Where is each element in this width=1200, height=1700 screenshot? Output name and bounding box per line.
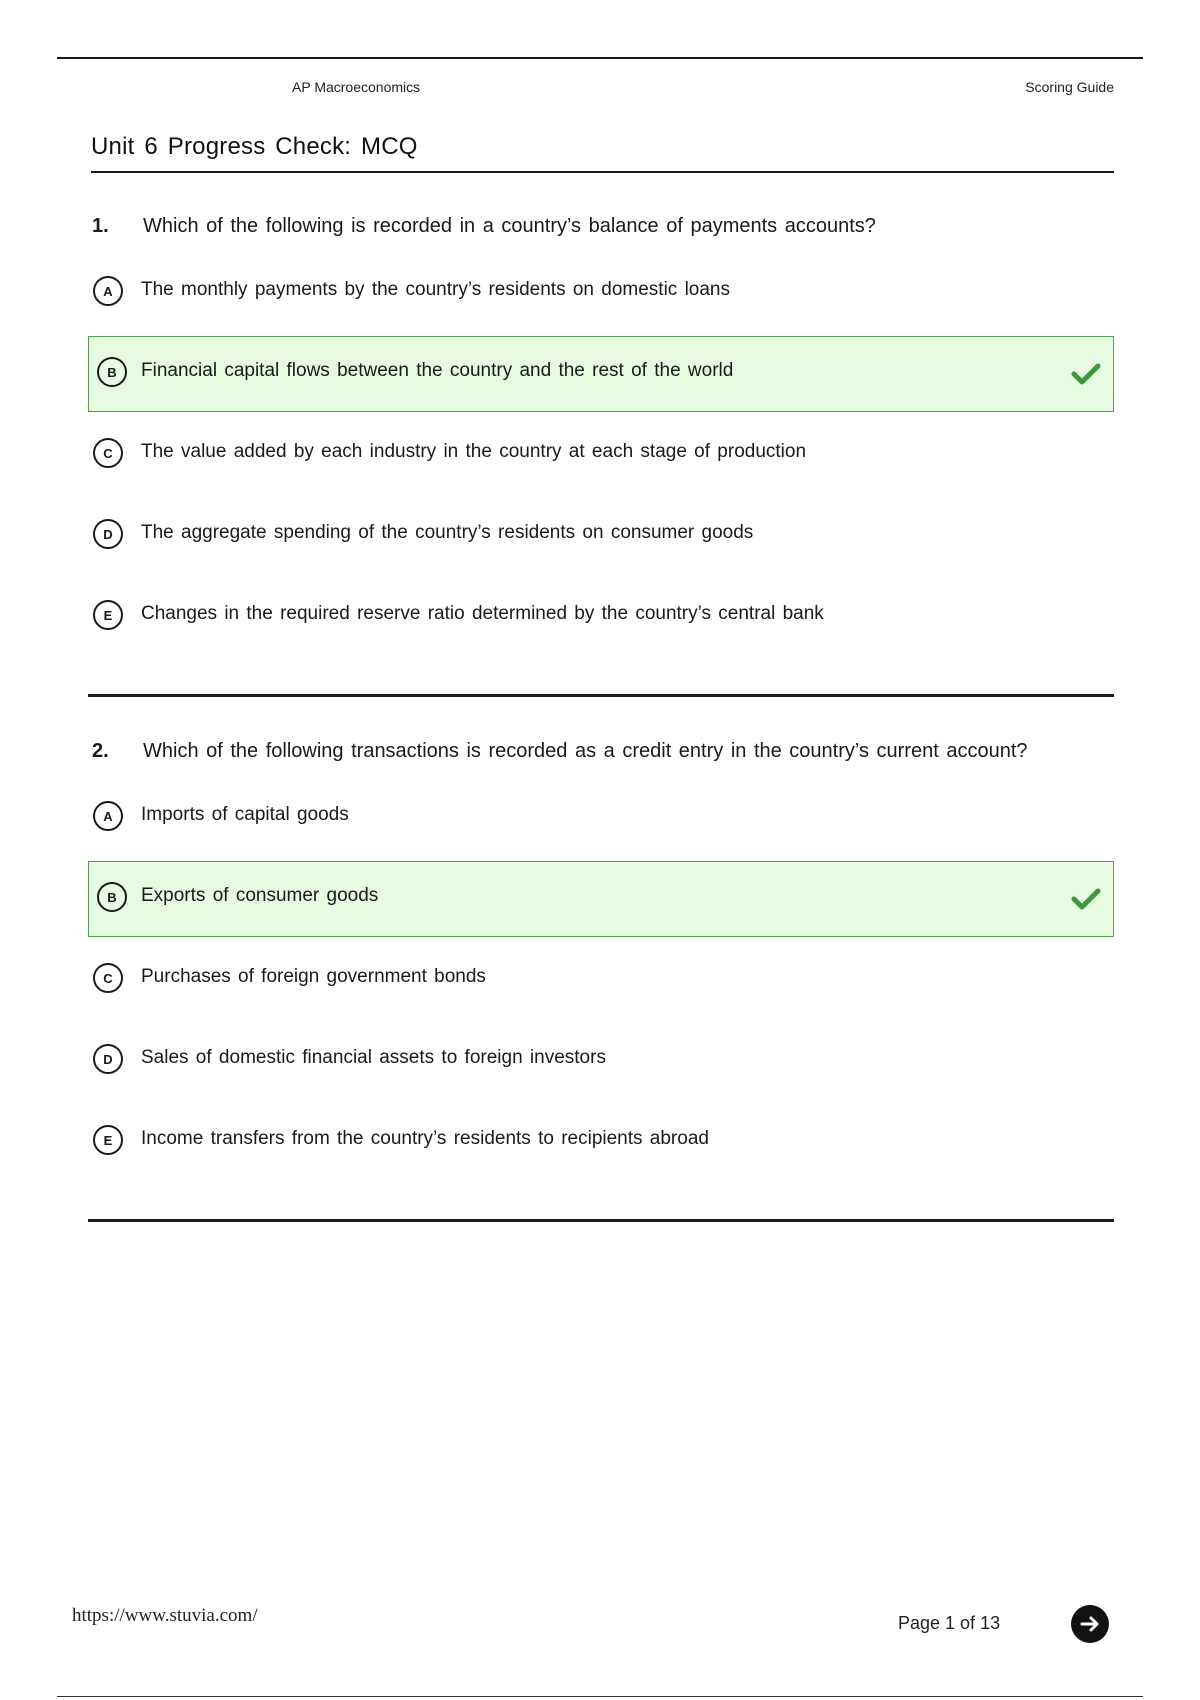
question-divider xyxy=(88,1219,1114,1222)
option-c[interactable] xyxy=(88,417,1114,493)
option-a[interactable] xyxy=(88,780,1114,856)
bottom-rule xyxy=(57,1696,1143,1697)
question-number: 1. xyxy=(92,215,109,237)
arrow-right-icon xyxy=(1078,1612,1102,1636)
option-letter-circle: B xyxy=(97,357,127,387)
option-letter-circle: D xyxy=(93,1044,123,1074)
option-b-correct[interactable] xyxy=(88,861,1114,937)
option-e[interactable] xyxy=(88,1104,1114,1180)
option-letter-circle: A xyxy=(93,276,123,306)
checkmark-icon xyxy=(1069,882,1103,916)
option-text: Income transfers from the country’s residents to recipients abroad xyxy=(141,1128,709,1149)
source-url[interactable]: https://www.stuvia.com/ xyxy=(72,1605,258,1626)
next-page-button[interactable] xyxy=(1071,1605,1109,1643)
question-divider xyxy=(88,694,1114,697)
option-d[interactable] xyxy=(88,498,1114,574)
option-d[interactable] xyxy=(88,1023,1114,1099)
option-letter-circle: E xyxy=(93,1125,123,1155)
checkmark-icon xyxy=(1069,357,1103,391)
option-letter-circle: E xyxy=(93,600,123,630)
scoring-guide-label: Scoring Guide xyxy=(1025,79,1114,95)
option-letter-circle: C xyxy=(93,438,123,468)
question-number: 2. xyxy=(92,740,109,762)
option-text: Exports of consumer goods xyxy=(141,885,379,906)
option-a[interactable] xyxy=(88,255,1114,331)
option-b-correct[interactable] xyxy=(88,336,1114,412)
option-text: The aggregate spending of the country’s residents on consumer goods xyxy=(141,522,754,543)
option-text: Financial capital flows between the country and the rest of the world xyxy=(141,360,734,381)
option-letter-circle: D xyxy=(93,519,123,549)
option-text: Purchases of foreign government bonds xyxy=(141,966,486,987)
page-title: Unit 6 Progress Check: MCQ xyxy=(91,133,418,160)
option-text: Imports of capital goods xyxy=(141,804,349,825)
option-text: Sales of domestic financial assets to foreign investors xyxy=(141,1047,606,1068)
page-indicator: Page 1 of 13 xyxy=(898,1613,1001,1633)
option-text: The value added by each industry in the country at each stage of production xyxy=(141,441,807,462)
option-text: The monthly payments by the country’s residents on domestic loans xyxy=(141,279,730,300)
option-letter-circle: B xyxy=(97,882,127,912)
question-text: Which of the following transactions is recorded as a credit entry in the country’s current account? xyxy=(143,740,1028,762)
option-letter-circle: A xyxy=(93,801,123,831)
option-e[interactable] xyxy=(88,579,1114,655)
option-letter-circle: C xyxy=(93,963,123,993)
title-divider xyxy=(91,171,1114,173)
course-name: AP Macroeconomics xyxy=(292,79,421,95)
option-text: Changes in the required reserve ratio determined by the country’s central bank xyxy=(141,603,824,624)
question-text: Which of the following is recorded in a country’s balance of payments accounts? xyxy=(143,215,876,237)
option-c[interactable] xyxy=(88,942,1114,1018)
top-rule xyxy=(57,57,1143,59)
